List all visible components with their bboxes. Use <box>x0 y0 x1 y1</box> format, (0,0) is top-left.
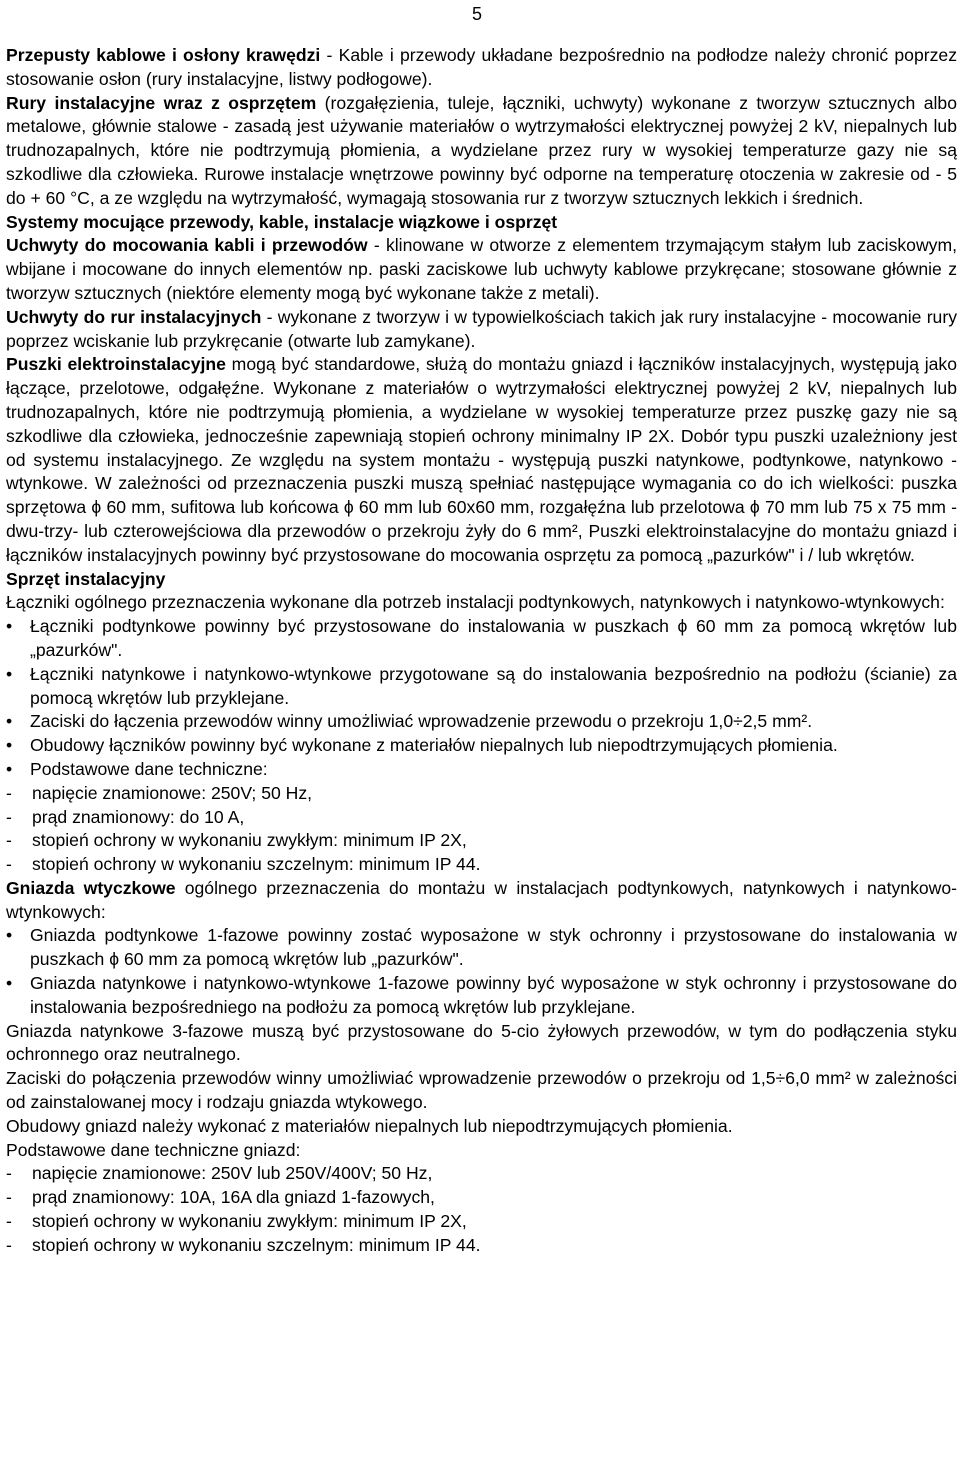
item-text: Łączniki podtynkowe powinny być przystosowane do instalowania w puszkach ϕ 60 mm za pomocą wkrętów lub „pazurków". <box>30 616 957 660</box>
item-text: Gniazda podtynkowe 1-fazowe powinny zostać wyposażone w styk ochronny i przystosowane do instalowania w puszkach ϕ 60 mm za pomocą wkrętów lub „pazurków". <box>30 925 957 970</box>
paragraph-lead: Uchwyty do rur instalacyjnych <box>6 306 262 327</box>
item-text: Zaciski do łączenia przewodów winny umożliwiać wprowadzenie przewodu o przekroju 1,0÷2,5 mm². <box>30 711 813 732</box>
paragraph-lead: Puszki elektroinstalacyjne <box>6 354 226 375</box>
section-heading: Sprzęt instalacyjny <box>6 568 166 589</box>
dash-item <box>6 1234 957 1258</box>
paragraph-text: - Kable i przewody układane bezpośrednio na podłodze należy chronić poprzez stosowanie osłon (rury instalacyjne, listwy podłogowe). <box>6 45 957 89</box>
paragraph-text: - klinowane w otworze z elementem trzymającym stałym lub zaciskowym, wbijane i mocowane do innych elementów np. paski zaciskowe lub uchwyty kablowe przykręcane; stosowane głównie z tworzyw sztucznych (niektóre elementy mogą być wykonane także z metali). <box>6 235 957 303</box>
paragraph-lead: Przepusty kablowe i osłony krawędzi <box>6 45 321 65</box>
paragraph <box>6 44 957 92</box>
dash-marker: - <box>6 1211 12 1232</box>
page-number: 5 <box>472 4 483 24</box>
bullet-item <box>6 734 957 758</box>
dash-item <box>6 853 957 877</box>
item-text: stopień ochrony w wykonaniu szczelnym: minimum IP 44. <box>32 854 481 875</box>
bullet-item <box>6 663 957 711</box>
item-text: stopień ochrony w wykonaniu szczelnym: minimum IP 44. <box>32 1234 481 1255</box>
bullet-item <box>6 710 957 734</box>
dash-marker: - <box>6 1187 12 1208</box>
dash-item <box>6 1210 957 1234</box>
dash-marker: - <box>6 806 12 827</box>
paragraph-text: Zaciski do połączenia przewodów winny umożliwiać wprowadzenie przewodów o przekroju od 1,5÷6,0 mm² w zależności od zainstalowanej mocy i rodzaju gniazda wtykowego. <box>6 1068 957 1113</box>
paragraph <box>6 1115 957 1139</box>
paragraph-lead: Uchwyty do mocowania kabli i przewodów <box>6 235 368 256</box>
paragraph-lead: Rury instalacyjne wraz z osprzętem <box>6 92 317 113</box>
dash-marker: - <box>6 782 12 803</box>
item-text: stopień ochrony w wykonaniu zwykłym: minimum IP 2X, <box>32 1211 467 1232</box>
paragraph <box>6 353 957 567</box>
item-text: stopień ochrony w wykonaniu zwykłym: minimum IP 2X, <box>32 830 467 851</box>
paragraph <box>6 92 957 211</box>
item-text: napięcie znamionowe: 250V; 50 Hz, <box>32 782 313 803</box>
paragraph-text: Podstawowe dane techniczne gniazd: <box>6 1139 301 1160</box>
bullet-item <box>6 972 957 1020</box>
bullet-marker: • <box>6 973 13 994</box>
item-text: Obudowy łączników powinny być wykonane z materiałów niepalnych lub niepodtrzymujących płomienia. <box>30 735 838 756</box>
bullet-marker: • <box>6 663 13 684</box>
item-text: prąd znamionowy: 10A, 16A dla gniazd 1-fazowych, <box>32 1187 435 1208</box>
paragraph <box>6 234 957 305</box>
paragraph-text: Gniazda natynkowe 3-fazowe muszą być przystosowane do 5-cio żyłowych przewodów, w tym do podłączenia styku ochronnego oraz neutralnego. <box>6 1020 957 1065</box>
item-text: napięcie znamionowe: 250V lub 250V/400V; 50 Hz, <box>32 1163 433 1184</box>
paragraph-text: (rozgałęzienia, tuleje, łączniki, uchwyty) wykonane z tworzyw sztucznych albo metalowe, głównie stalowe - zasadą jest używanie materiałów o wytrzymałości elektrycznej powyżej 2 kV, niepalnych lub trudnozapalnych, które nie podtrzymują płomienia, a wydzielane przez rury w wysokiej temperaturze gazy nie są szkodliwe dla człowieka. Rurowe instalacje wnętrzowe powinny być odporne na temperaturę otoczenia w zakresie od - 5 do + 60 °C, a ze względu na wytrzymałość, wymagają stosowania rur z tworzyw sztucznych lekkich i średnich. <box>6 92 957 208</box>
paragraph <box>6 877 957 925</box>
bullet-item <box>6 758 957 782</box>
bullet-marker: • <box>6 735 13 756</box>
dash-item <box>6 1162 957 1186</box>
item-text: Podstawowe dane techniczne: <box>30 758 268 779</box>
dash-marker: - <box>6 1163 12 1184</box>
paragraph <box>6 591 957 615</box>
dash-marker: - <box>6 1234 12 1255</box>
dash-marker: - <box>6 830 12 851</box>
item-text: Gniazda natynkowe i natynkowo-wtynkowe 1-fazowe powinny być wyposażone w styk ochronny i przystosowane do instalowania bezpośredniego na podłożu za pomocą wkrętów lub przyklejane. <box>30 973 957 1017</box>
paragraph-text: Łączniki ogólnego przeznaczenia wykonane dla potrzeb instalacji podtynkowych, natynkowych i natynkowo-wtynkowych: <box>6 592 945 613</box>
dash-item <box>6 1186 957 1210</box>
item-text: Łączniki natynkowe i natynkowo-wtynkowe przygotowane są do instalowania bezpośrednio na podłożu (ścianie) za pomocą wkrętów lub przyklejane. <box>30 663 957 708</box>
bullet-marker: • <box>6 616 13 637</box>
paragraph <box>6 306 957 354</box>
dash-marker: - <box>6 854 12 875</box>
paragraph-text: Obudowy gniazd należy wykonać z materiałów niepalnych lub niepodtrzymujących płomienia. <box>6 1115 733 1136</box>
dash-item <box>6 829 957 853</box>
item-text: prąd znamionowy: do 10 A, <box>32 806 245 827</box>
paragraph-text: ogólnego przeznaczenia do montażu w instalacjach podtynkowych, natynkowych i natynkowo-wtynkowych: <box>6 877 957 922</box>
section-heading: Systemy mocujące przewody, kable, instalacje wiązkowe i osprzęt <box>6 211 558 232</box>
bullet-item <box>6 924 957 972</box>
dash-item <box>6 806 957 830</box>
paragraph <box>6 1067 957 1115</box>
paragraph-text: mogą być standardowe, służą do montażu gniazd i łączników instalacyjnych, występują jako łączące, przelotowe, odgałęźne. Wykonane z materiałów o wytrzymałości elektrycznej powyżej 2 kV, niepalnych lub trudnozapalnych, które nie podtrzymują płomienia, a wydzielane w wysokiej temperaturze przez puszkę gazy nie są szkodliwe dla człowieka, jednocześnie zapewniają stopień ochrony minimalny IP 2X. Dobór typu puszki uzależniony jest od systemu instalacyjnego. Ze względu na system montażu - występują puszki natynkowe, podtynkowe, natynkowo - wtynkowe. W zależności od przeznaczenia puszki muszą spełniać następujące wymagania co do ich wielkości: puszka sprzętowa ϕ 60 mm, sufitowa lub końcowa ϕ 60 mm lub 60x60 mm, rozgałęźna lub przelotowa ϕ 70 mm lub 75 x 75 mm - dwu-trzy- lub czterowejściowa dla przewodów o przekroju żyły do 6 mm², Puszki elektroinstalacyjne do montażu gniazd i łączników instalacyjnych powinny być przystosowane do mocowania osprzętu za pomocą „pazurków" i / lub wkrętów. <box>6 354 958 565</box>
bullet-item <box>6 615 957 663</box>
bullet-marker: • <box>6 925 13 946</box>
bullet-marker: • <box>6 758 13 779</box>
paragraph-text: - wykonane z tworzyw i w typowielkościach takich jak rury instalacyjne - mocowanie rury poprzez wciskanie lub przykręcanie (otwarte lub zamykane). <box>6 306 957 351</box>
paragraph-lead: Gniazda wtyczkowe <box>6 877 176 898</box>
bullet-marker: • <box>6 711 13 732</box>
paragraph <box>6 1139 957 1163</box>
document-body <box>6 44 957 1258</box>
dash-item <box>6 782 957 806</box>
paragraph <box>6 1020 957 1068</box>
